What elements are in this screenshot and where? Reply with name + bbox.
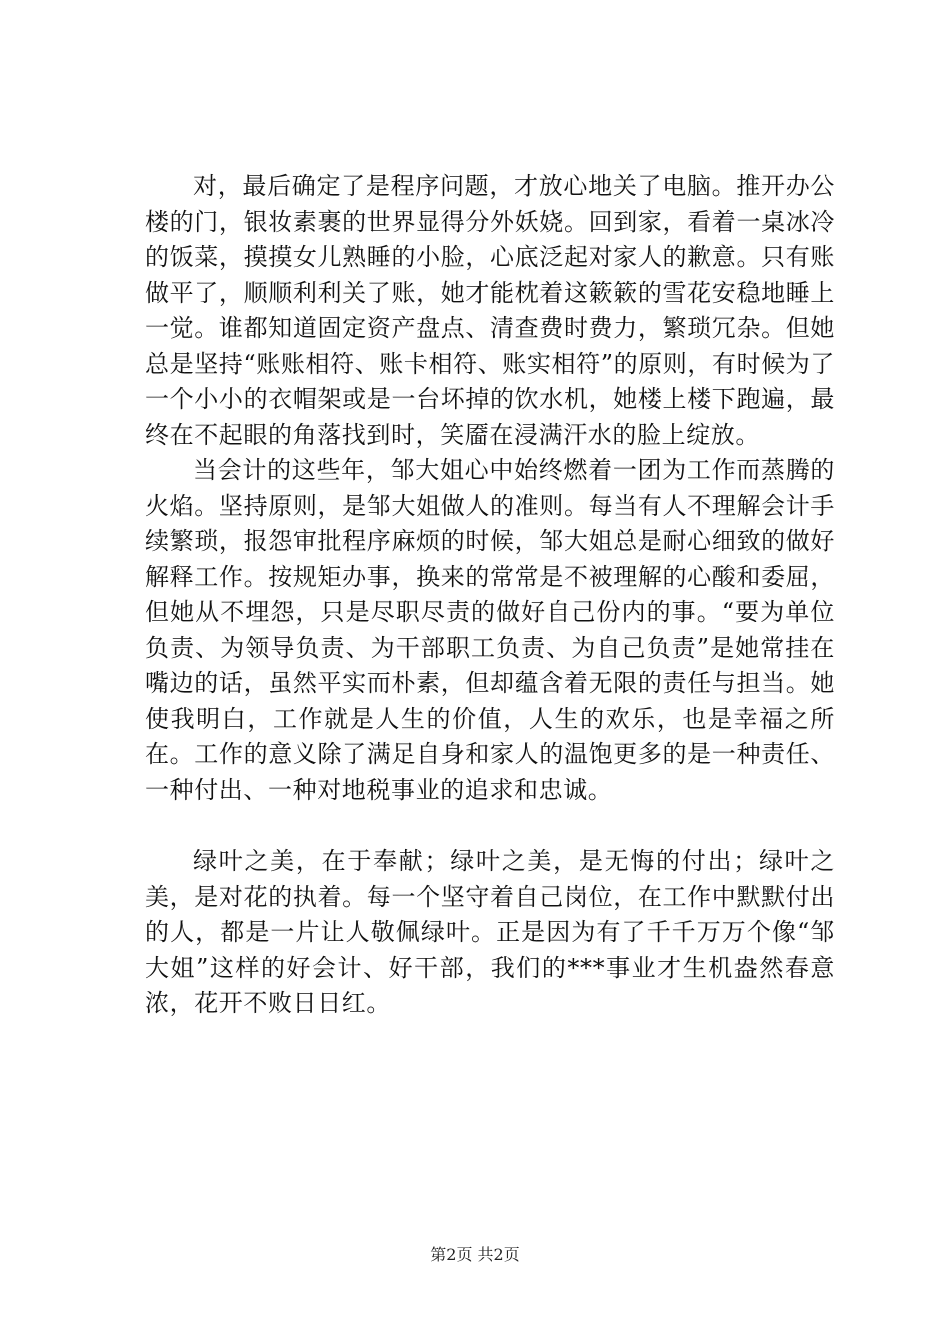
page-number-footer: 第2页 共2页 [430,1245,520,1264]
paragraph-1: 对，最后确定了是程序问题，才放心地关了电脑。推开办公楼的门，银妆素裹的世界显得分外妖娆。回到家，看着一桌冰冷的饭菜，摸摸女儿熟睡的小脸，心底泛起对家人的歉意。只有账做平了，顺顺利利关了账，她才能枕着这簌簌的雪花安稳地睡上一觉。谁都知道固定资产盘点、清查费时费力，繁琐冗杂。但她总是坚持“账账相符、账卡相符、账实相符”的原则，有时候为了一个小小的衣帽架或是一台坏掉的饮水机，她楼上楼下跑遍，最终在不起眼的角落找到时，笑靥在浸满汗水的脸上绽放。 [145,172,835,449]
document-body [145,169,835,1022]
paragraph-2: 当会计的这些年，邹大姐心中始终燃着一团为工作而蒸腾的火焰。坚持原则，是邹大姐做人的准则。每当有人不理解会计手续繁琐，报怨审批程序麻烦的时候，邹大姐总是耐心细致的做好解释工作。按规矩办事，换来的常常是不被理解的心酸和委屈，但她从不埋怨，只是尽职尽责的做好自己份内的事。“要为单位负责、为领导负责、为干部职工负责、为自己负责”是她常挂在嘴边的话，虽然平实而朴素，但却蕴含着无限的责任与担当。她使我明白，工作就是人生的价值，人生的欢乐，也是幸福之所在。工作的意义除了满足自身和家人的温饱更多的是一种责任、一种付出、一种对地税事业的追求和忠诚。 [145,456,835,804]
paragraph-gap [145,808,835,844]
paragraph-3: 绿叶之美，在于奉献；绿叶之美，是无悔的付出；绿叶之美，是对花的执着。每一个坚守着自己岗位，在工作中默默付出的人，都是一片让人敬佩绿叶。正是因为有了千千万万个像“邹大姐”这样的好会计、好干部，我们的***事业才生机盎然春意浓，花开不败日日红。 [145,847,835,1017]
